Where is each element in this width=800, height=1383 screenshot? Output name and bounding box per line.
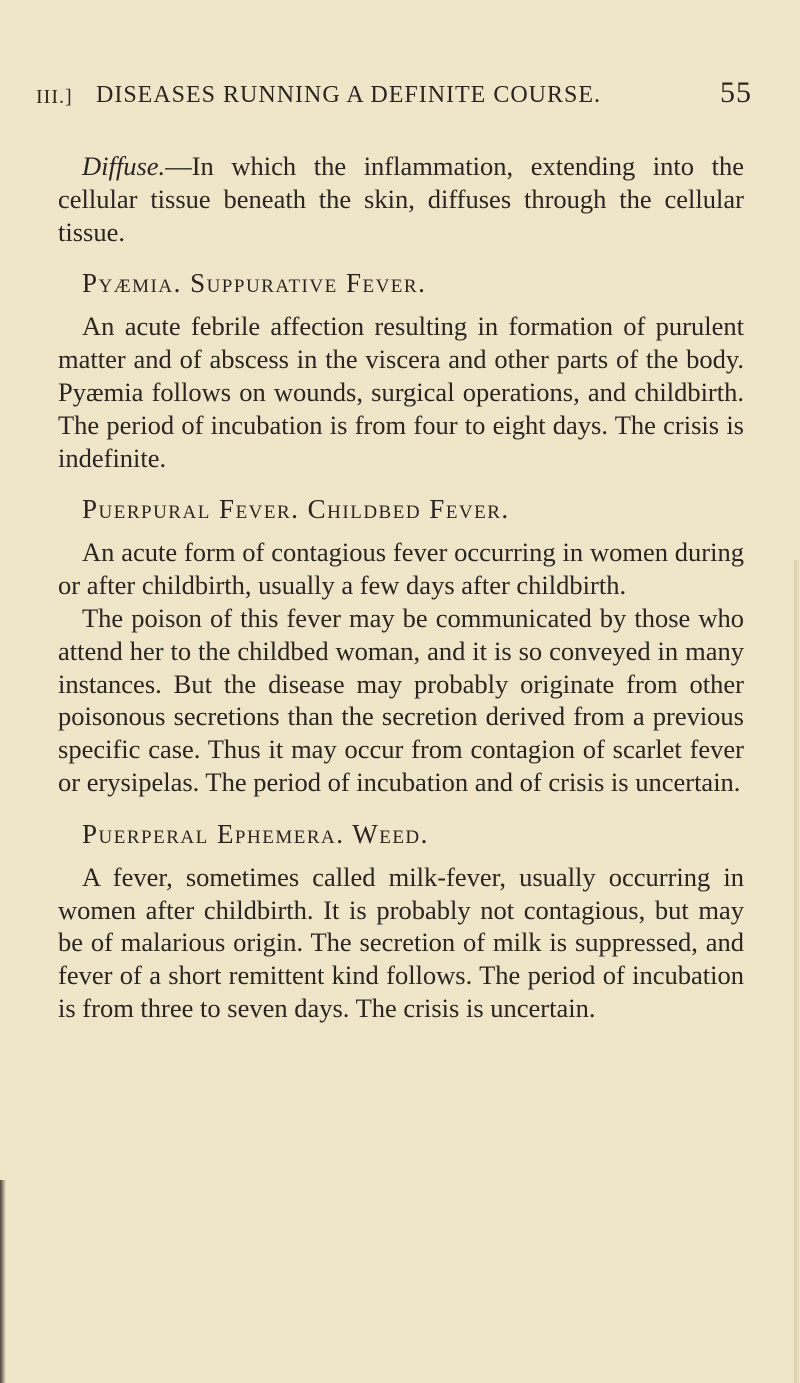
- running-title: DISEASES RUNNING A DEFINITE COURSE.: [96, 82, 602, 108]
- paragraph-puerpural-1: An acute form of contagious fever occurring in women during or after childbirth, usually a few days after childbirth.: [58, 537, 744, 601]
- diffuse-lead: Diffuse.: [82, 151, 166, 181]
- diffuse-paragraph: [58, 150, 744, 248]
- diffuse-text: —In which the inflammation, extending into the cellular tissue beneath the skin, diffuses through the cellular tissue.: [58, 151, 744, 247]
- paragraph-pyaemia: An acute febrile affection resulting in formation of purulent matter and of abscess in the viscera and other parts of the body. Pyæmia follows on wounds, surgical operations, and childbirth. The period of incubation is from four to eight days. The crisis is indefinite.: [58, 311, 744, 473]
- section-heading-puerpural-fever: Puerpural Fever. Childbed Fever.: [82, 494, 510, 525]
- section-heading-pyaemia: Pyæmia. Suppurative Fever.: [82, 268, 427, 299]
- page-body: [58, 150, 744, 1025]
- chapter-number: III.]: [36, 86, 73, 108]
- paragraph-ephemera: A fever, sometimes called milk-fever, usually occurring in women after childbirth. It is probably not contagious, but may be of malarious origin. The secretion of milk is suppressed, and fever of a short remittent kind follows. The period of incubation is from three to seven days. The crisis is uncertain.: [58, 861, 744, 1023]
- running-header: [36, 76, 752, 112]
- page-number: 55: [720, 76, 752, 109]
- page-edge-shadow-right: [794, 560, 800, 1383]
- section-heading-puerperal-ephemera: Puerperal Ephemera. Weed.: [82, 818, 429, 849]
- paragraph-puerpural-2: The poison of this fever may be communicated by those who attend her to the childbed woman, and it is so conveyed in many instances. But the disease may probably originate from other poisonous secretions than the secretion derived from a previous specific case. Thus it may occur from contagion of scarlet fever or erysipelas. The period of incubation and of crisis is uncertain.: [58, 602, 744, 797]
- page-edge-shadow-left: [0, 1180, 6, 1383]
